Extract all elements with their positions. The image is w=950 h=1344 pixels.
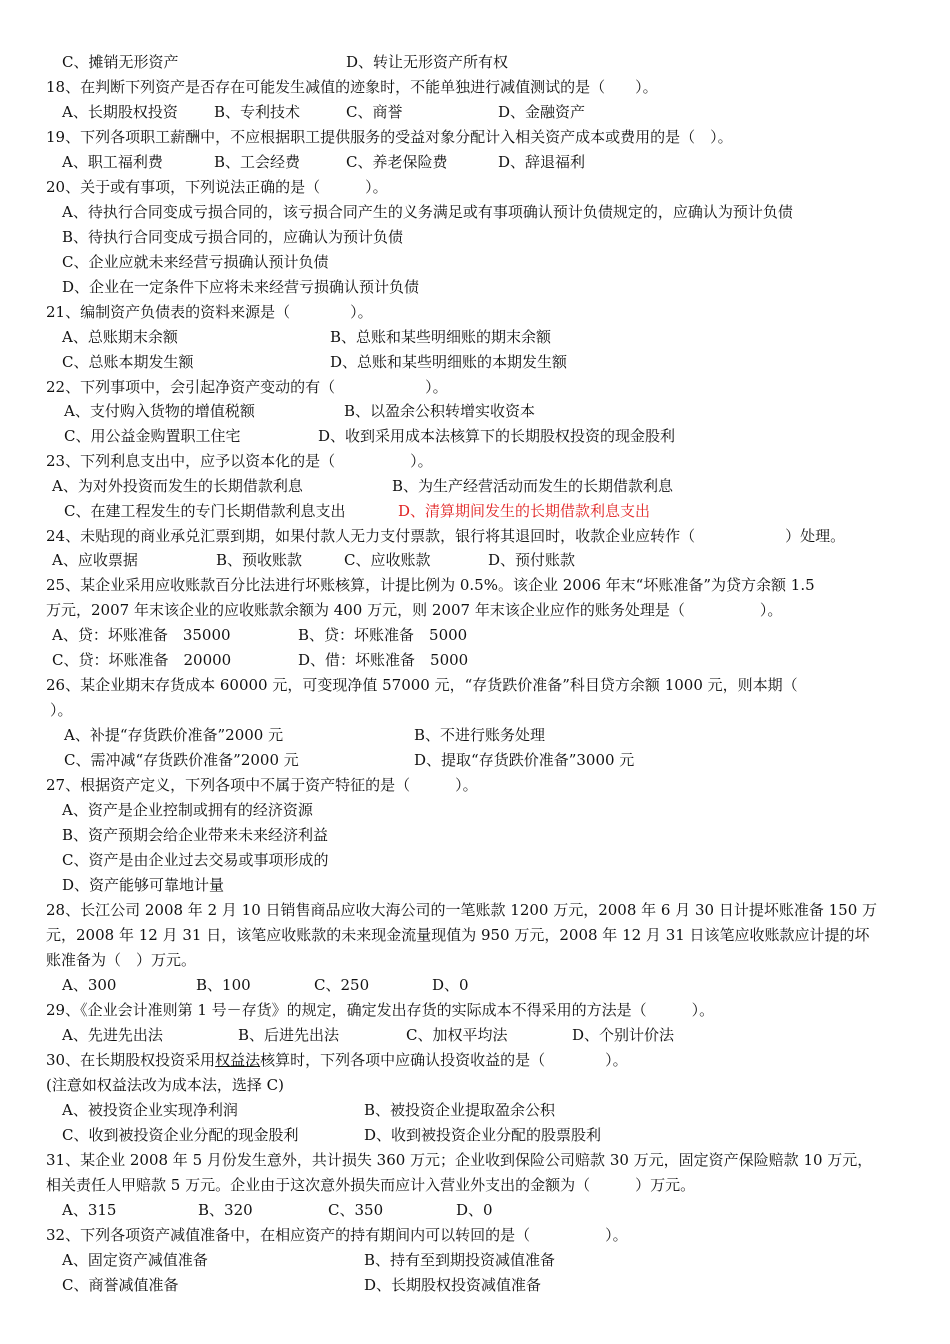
question-30-note: (注意如权益法改为成本法，选择 C) <box>46 1076 284 1094</box>
question-29: 29、《企业会计准则第 1 号－存货》的规定，确定发出存货的实际成本不得采用的方法是（ ）。 <box>46 1001 715 1019</box>
question-28-line3: 账准备为（ ）万元。 <box>46 951 197 969</box>
option-b: B、不进行账务处理 <box>414 726 546 744</box>
option-a: A、补提“存货跌价准备”2000 元 <box>64 726 284 744</box>
option-d: D、长期股权投资减值准备 <box>364 1276 542 1294</box>
question-20: 20、关于或有事项，下列说法正确的是（ ）。 <box>46 178 388 196</box>
question-25-line2: 万元，2007 年末该企业的应收账款余额为 400 万元，则 2007 年末该企业应作的账务处理是（ ）。 <box>46 601 783 619</box>
question-27: 27、根据资产定义，下列各项中不属于资产特征的是（ ）。 <box>46 776 478 794</box>
question-31-line2: 相关责任人甲赔款 5 万元。企业由于这次意外损失而应计入营业外支出的金额为（ ）万元。 <box>46 1176 696 1194</box>
question-28-line2: 元，2008 年 12 月 31 日，该笔应收账款的未来现金流量现值为 950 万元，2008 年 12 月 31 日该笔应收账款应计提的坏 <box>46 926 870 944</box>
option-c: C、总账本期发生额 <box>62 353 194 371</box>
question-23: 23、下列利息支出中，应予以资本化的是（ ）。 <box>46 452 433 470</box>
option-b: B、320 <box>198 1201 253 1219</box>
option-b: B、总账和某些明细账的期末余额 <box>330 328 552 346</box>
option-b: B、贷：坏账准备 5000 <box>298 626 468 644</box>
option-a: A、被投资企业实现净利润 <box>62 1101 238 1119</box>
option-a: A、贷：坏账准备 35000 <box>52 626 231 644</box>
option-d: D、辞退福利 <box>498 153 586 171</box>
question-25-line1: 25、某企业采用应收账款百分比法进行坏账核算，计提比例为 0.5%。该企业 2006 年末“坏账准备”为贷方余额 1.5 <box>46 576 815 594</box>
option-d: D、0 <box>456 1201 493 1219</box>
question-30-suffix: 核算时，下列各项中应确认投资收益的是（ ）。 <box>260 1051 628 1069</box>
option-d: D、金融资产 <box>498 103 586 121</box>
question-28-line1: 28、长江公司 2008 年 2 月 10 日销售商品应收大海公司的一笔账款 1200 万元，2008 年 6 月 30 日计提坏账准备 150 万 <box>46 901 878 919</box>
option-d: D、个别计价法 <box>572 1026 675 1044</box>
option-d: D、预付账款 <box>488 551 576 569</box>
option-d: D、借：坏账准备 5000 <box>298 651 469 669</box>
option-b: B、为生产经营活动而发生的长期借款利息 <box>392 477 674 495</box>
option-d: D、0 <box>432 976 469 994</box>
option-c: C、摊销无形资产 <box>62 53 179 71</box>
option-a: A、300 <box>62 976 117 994</box>
question-30-underlined: 权益法 <box>215 1051 261 1069</box>
option-b: B、后进先出法 <box>238 1026 340 1044</box>
option-c: C、贷：坏账准备 20000 <box>52 651 232 669</box>
option-c: C、加权平均法 <box>406 1026 508 1044</box>
option-a: A、职工福利费 <box>62 153 163 171</box>
option-d: D、企业在一定条件下应将未来经营亏损确认预计负债 <box>62 278 420 296</box>
option-b: B、100 <box>196 976 251 994</box>
option-c: C、需冲减“存货跌价准备”2000 元 <box>64 751 299 769</box>
option-a: A、固定资产减值准备 <box>62 1251 208 1269</box>
option-c: C、收到被投资企业分配的现金股利 <box>62 1126 299 1144</box>
option-b: B、专利技术 <box>214 103 301 121</box>
option-c: C、资产是由企业过去交易或事项形成的 <box>62 851 329 869</box>
option-a: A、长期股权投资 <box>62 103 178 121</box>
question-22: 22、下列事项中，会引起净资产变动的有（ ）。 <box>46 378 448 396</box>
question-31-line1: 31、某企业 2008 年 5 月份发生意外，共计损失 360 万元；企业收到保险公司赔款 30 万元，固定资产保险赔款 10 万元， <box>46 1151 873 1169</box>
option-a: A、先进先出法 <box>62 1026 163 1044</box>
option-b: B、持有至到期投资减值准备 <box>364 1251 556 1269</box>
option-c: C、企业应就未来经营亏损确认预计负债 <box>62 253 329 271</box>
question-30 <box>46 1050 628 1070</box>
question-21: 21、编制资产负债表的资料来源是（ ）。 <box>46 303 373 321</box>
option-a: A、应收票据 <box>52 551 138 569</box>
option-d: D、资产能够可靠地计量 <box>62 876 225 894</box>
option-c: C、商誉减值准备 <box>62 1276 179 1294</box>
option-c: C、350 <box>328 1201 384 1219</box>
question-30-prefix: 30、在长期股权投资采用 <box>46 1051 216 1069</box>
option-c: C、应收账款 <box>344 551 431 569</box>
question-32: 32、下列各项资产减值准备中，在相应资产的持有期间内可以转回的是（ ）。 <box>46 1226 628 1244</box>
option-c: C、商誉 <box>346 103 403 121</box>
option-d: D、提取“存货跌价准备”3000 元 <box>414 751 635 769</box>
question-26-line2: ）。 <box>50 701 73 719</box>
option-a: A、315 <box>62 1201 117 1219</box>
question-26-line1: 26、某企业期末存货成本 60000 元，可变现净值 57000 元，“存货跌价准备”科目贷方余额 1000 元，则本期（ <box>46 676 798 694</box>
option-d: D、总账和某些明细账的本期发生额 <box>330 353 568 371</box>
option-d: D、收到采用成本法核算下的长期股权投资的现金股利 <box>318 427 676 445</box>
option-b: B、以盈余公积转增实收资本 <box>344 402 536 420</box>
option-b: B、待执行合同变成亏损合同的，应确认为预计负债 <box>62 228 404 246</box>
option-c: C、用公益金购置职工住宅 <box>64 427 241 445</box>
option-c: C、在建工程发生的专门长期借款利息支出 <box>64 502 346 520</box>
option-a: A、待执行合同变成亏损合同的，该亏损合同产生的义务满足或有事项确认预计负债规定的，应确认为预计负债 <box>62 203 793 221</box>
option-d: D、收到被投资企业分配的股票股利 <box>364 1126 602 1144</box>
option-b: B、被投资企业提取盈余公积 <box>364 1101 556 1119</box>
question-19: 19、下列各项职工薪酬中，不应根据职工提供服务的受益对象分配计入相关资产成本或费用的是（ ）。 <box>46 128 733 146</box>
question-24: 24、未贴现的商业承兑汇票到期，如果付款人无力支付票款，银行将其退回时，收款企业应转作（ ）处理。 <box>46 527 846 545</box>
option-b: B、工会经费 <box>214 153 301 171</box>
option-a: A、支付购入货物的增值税额 <box>64 402 255 420</box>
option-c: C、养老保险费 <box>346 153 448 171</box>
option-b: B、预收账款 <box>216 551 303 569</box>
option-c: C、250 <box>314 976 370 994</box>
option-d-highlighted: D、清算期间发生的长期借款利息支出 <box>398 502 651 520</box>
question-18: 18、在判断下列资产是否存在可能发生减值的迹象时，不能单独进行减值测试的是（ ）。 <box>46 78 658 96</box>
option-a: A、为对外投资而发生的长期借款利息 <box>52 477 303 495</box>
option-a: A、总账期末余额 <box>62 328 178 346</box>
option-a: A、资产是企业控制或拥有的经济资源 <box>62 801 313 819</box>
option-d: D、转让无形资产所有权 <box>346 53 509 71</box>
option-b: B、资产预期会给企业带来未来经济利益 <box>62 826 329 844</box>
